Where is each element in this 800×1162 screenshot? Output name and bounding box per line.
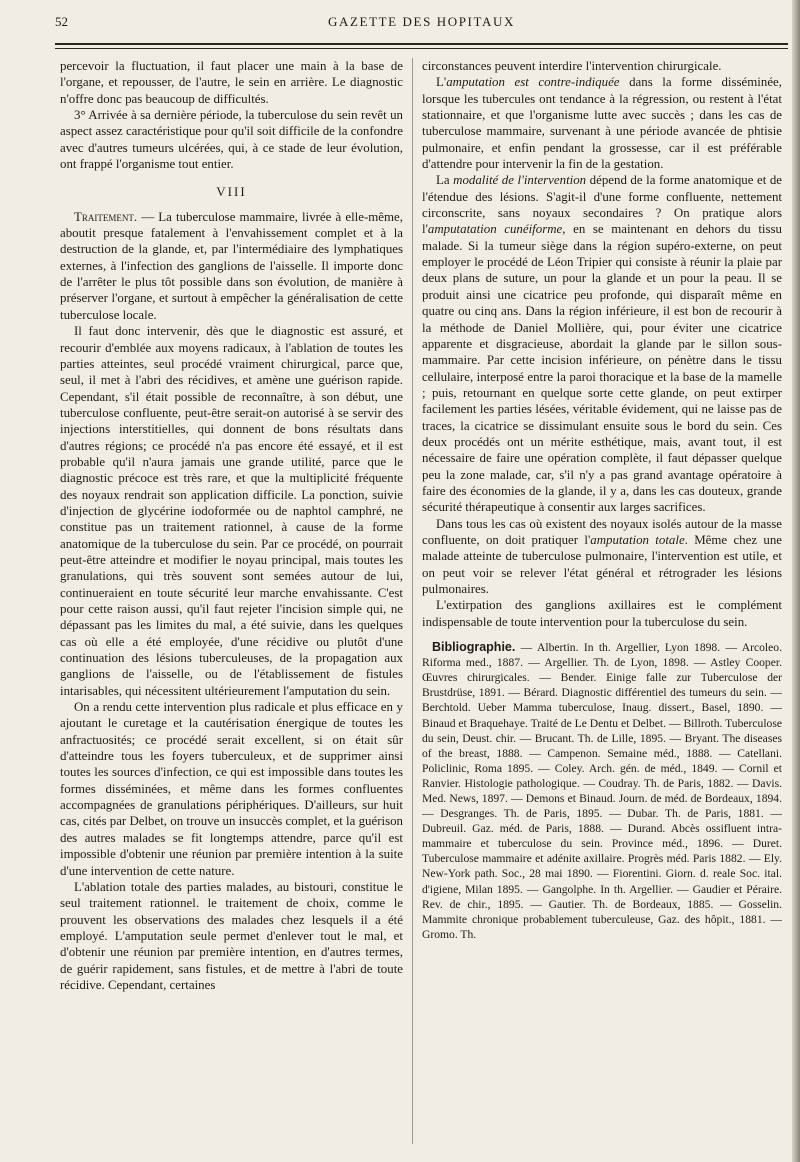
text: L' bbox=[436, 75, 447, 90]
paragraph: circonstances peuvent interdire l'intervention chirurgicale. bbox=[422, 59, 722, 73]
paragraph: L'ablation totale des parties malades, au bistouri, constitue le seul traitement rationnel. le traitement de choix, comme le prouvent les observations des malades chez lesquels il a été employé. L'amputation seule permet d'enlever tout le mal, et d'obtenir une réunion par première intention, en d'autres termes, de guérir rapidement, sans fistules, et de mettre à l'abri de toute récidive. Cependant, certaines bbox=[60, 879, 403, 992]
paragraph bbox=[60, 209, 403, 323]
bibliography-text: — Albertin. In th. Argellier, Lyon 1898. — Arcoleo. Riforma med., 1887. — Argellier. Th. de Lyon, 1898. — Astley Cooper. Œuvres chirurgicales. — Bender. Einige falle zur Tuberculose der Brustdrüse, 1891. — Bérard. Diagnostic différentiel des tumeurs du sein. — Berchtold. Ueber Mamma tuberculose, Inaug. dissert., Basel, 1890. — Binaud et Braquehaye. Traité de Le Dentu et Delbet. — Billroth. Tuberculose du sein, Deust. chir. — Brucant. Th. de Lille, 1895. — Bryant. The diseases of the breast, 1888. — Campenon. Semaine méd., 1888. — Catellani. Policlinic, Roma 1895. — Coley. Arch. gén. de méd., 1849. — Cornil et Ranvier. Histologie pathologique. — Coudray. Th. de Paris, 1882. — Davis. Med. News, 1897. — Demons et Binaud. Journ. de méd. de Bordeaux, 1894. — Desgranges. Th. de Paris, 1895. — Dubar. Th. de Paris, 1881. — Dubreuil. Gaz. méd. de Paris, 1888. — Durand. Abcès ossifluent intra-mammaire et tuberculose du sein. Province méd., 1896. — Duret. Tuberculose mammaire et adénite axillaire. Progrès méd. Paris 1882. — Ely. New-York path. Soc., 28 mai 1890. — Fiorentini. Giorn. d. reale Soc. ital. d'igiene, Milan 1895. — Gangolphe. In th. Argellier. — Gaudier et Péraire. Rev. de chir., 1895. — Gautier. Th. de Bordeaux, 1885. — Gosselin. Mammite chronique probablement tuberculeuse, Gaz. des hôpit., 1881. — Gromo. Th. bbox=[422, 641, 782, 941]
paragraph: 3° Arrivée à sa dernière période, la tuberculose du sein revêt un aspect assez caractéristique pour qu'il soit difficile de la confondre avec d'autres tumeurs ulcérées, qui, à ce stade de leur évolution, ont frappé l'organisme tout entier. bbox=[60, 108, 403, 172]
paragraph: L'extirpation des ganglions axillaires est le complément indispensable de toute intervention pour la tuberculose du sein. bbox=[422, 598, 782, 629]
right-column bbox=[422, 58, 782, 942]
bibliography-entry bbox=[422, 640, 782, 942]
emphasis: amputatation cunéiforme bbox=[427, 222, 563, 237]
page-number: 52 bbox=[55, 14, 68, 29]
paragraph: Il faut donc intervenir, dès que le diagnostic est assuré, et recourir d'emblée aux moyens radicaux, à l'ablation de toutes les parties atteintes, seul procédé vraiment chirurgical, parce que, seul, il met à l'abri des récidives, et amène une guérison rapide. Cependant, s'il était possible de reconnaître, à son début, une tuberculose confluente, peut-être serait-on autorisé à se servir des injections interstitielles, qui donnent de bons résultats dans d'autres régions; ce procédé n'a pas encore été essayé, et il est probable qu'il n'aura jamais une grande utilité, parce que le diagnostic précoce est très rare, et que la multiplicité fréquente des noyaux rendrait son application difficile. La ponction, suivie d'injection de glycérine iodoformée ou de naphtol camphré, ne constitue pas un traitement rationnel, à cause de la forme anatomique de la tuberculose du sein. Par ce procédé, on pourrait peut-être atteindre et modifier le noyau principal, mais toutes les granulations, qui très souvent sont semées autour de lui, continueraient en toute sécurité leur marche envahissante. C'est pour cette raison aussi, qu'il faut rejeter l'incision simple qui, ne dépassant pas les limites du mal, a été suivie, dans les quelques cas où elle a été employée, d'une récidive ou plutôt d'une continuation des lésions tuberculeuses, de la propagation aux ganglions de l'aisselle, ou de l'établissement de fistules intarisables, qui nécessitent ultérieurement l'amputation du sein. bbox=[60, 324, 403, 698]
bibliography-heading: Bibliographie. bbox=[432, 640, 516, 655]
journal-title: GAZETTE DES HOPITAUX bbox=[328, 14, 515, 29]
header-rule-thin bbox=[55, 48, 788, 49]
bibliography bbox=[422, 640, 782, 942]
text: dépend de la forme anatomique et de l'étendue des lésions. S'agit-il d'une forme confluente, nettement circonscrite, sans noyaux secondaires ? On pratique alors l' bbox=[422, 173, 782, 237]
section-heading: VIII bbox=[216, 184, 247, 200]
page-edge bbox=[792, 0, 800, 1162]
paragraph bbox=[422, 172, 782, 515]
text: La bbox=[436, 173, 454, 188]
text: dans la forme disséminée, lorsque les tubercules ont tendance à la régression, ou restent à l'état stationnaire, et que l'organisme lutte avec succès ; dans les cas de tuberculose mammaire, survenant à une période avancée de phtisie pulmonaire, et enfin pendant la grossesse, car il est préférable d'attendre pour intervenir la fin de la gestation. bbox=[422, 75, 782, 172]
header-rule bbox=[55, 43, 788, 45]
text: . Même chez une malade atteinte de tuberculose pulmonaire, l'intervention est utile, et on peut voir se relever l'état général et rétrograder les lésions pulmonaires. bbox=[422, 532, 782, 596]
column-divider bbox=[412, 58, 413, 1144]
page-header bbox=[55, 14, 788, 36]
paragraph: percevoir la fluctuation, il faut placer une main à la base de l'organe, et repousser, de l'autre, le sein en arrière. Le diagnostic n'offre donc pas beaucoup de difficultés. bbox=[60, 59, 403, 106]
paragraph-text: — La tuberculose mammaire, livrée à elle-même, aboutit presque fatalement à l'envahissement complet et à la destruction de la glande, et, par l'intermédiaire des lymphatiques externes, à l'infection des ganglions de l'aisselle. Il importe donc de l'arrêter le plus tôt possible dans son évolution, de manière à préserver l'organe, et surtout à empêcher la généralisation de cette tuberculose locale. bbox=[60, 209, 403, 322]
paragraph bbox=[422, 516, 782, 598]
text: , en se maintenant en dehors du tissu malade. Si la tumeur siège dans la région supéro-externe, on peut employer le procédé de Léon Tripier qui consiste à réunir la plaie par deux plans de suture, un pour la glande et un pour la peau. Il se produit ainsi une cicatrice peu profonde, qui disparaît même en quatre ou cinq ans. Dans la région inférieure, il est bon de recourir à la méthode de Daniel Mollière, qui, pour éviter une cicatrice apparente et disgracieuse, abordait la glande par le sillon sous-mammaire. Par cette incision inférieure, on pénètre dans le tissu cellulaire, interposé entre la paroi thoracique et la base de la mamelle ; puis, retournant en quelque sorte cette glande, on peut extirper facilement les parties lésées, véritable évidement, qui ne laisse pas de traces, la cicatrice se dissimulant ensuite sous le bord du sein. Ces deux procédés ont un mérite esthétique, mais, avant tout, il est nécessaire de faire une opération complète, il faut dépasser quelque peu la zone malade, car, s'il n'y a pas grand avantage opératoire à faire des économies de la glande, il y a, dans les cas douteux, grande sécurité thérapeutique à consentir aux larges sacrifices. bbox=[422, 222, 782, 515]
emphasis: modalité de l'intervention bbox=[453, 173, 587, 188]
text: Dans tous les cas où existent des noyaux isolés autour de la masse confluente, on doit pratiquer l' bbox=[422, 516, 782, 547]
left-column bbox=[60, 58, 403, 993]
emphasis: amputation totale bbox=[590, 532, 685, 547]
paragraph bbox=[422, 74, 782, 172]
emphasis: amputation est contre-indiquée bbox=[446, 75, 620, 90]
run-in-heading: Traitement. bbox=[74, 209, 138, 224]
paragraph: On a rendu cette intervention plus radicale et plus efficace en y ajoutant le curetage et la cautérisation énergique de toutes les anfractuosités; ce procédé serait excellent, si on était sûr d'atteindre tous les foyers tuberculeux, et de supprimer ainsi toutes les sources d'infection, ce qui est impossible dans toutes les formes disséminées, et même dans les formes confluentes accompagnées de granulations périphériques. D'ailleurs, sur huit cas, cités par Delbet, on trouve un insuccès complet, et la guérison des autres malades se fit longtemps attendre, parce qu'il est impossible d'obtenir une réunion par première intention à la suite d'une intervention de cette nature. bbox=[60, 700, 403, 878]
